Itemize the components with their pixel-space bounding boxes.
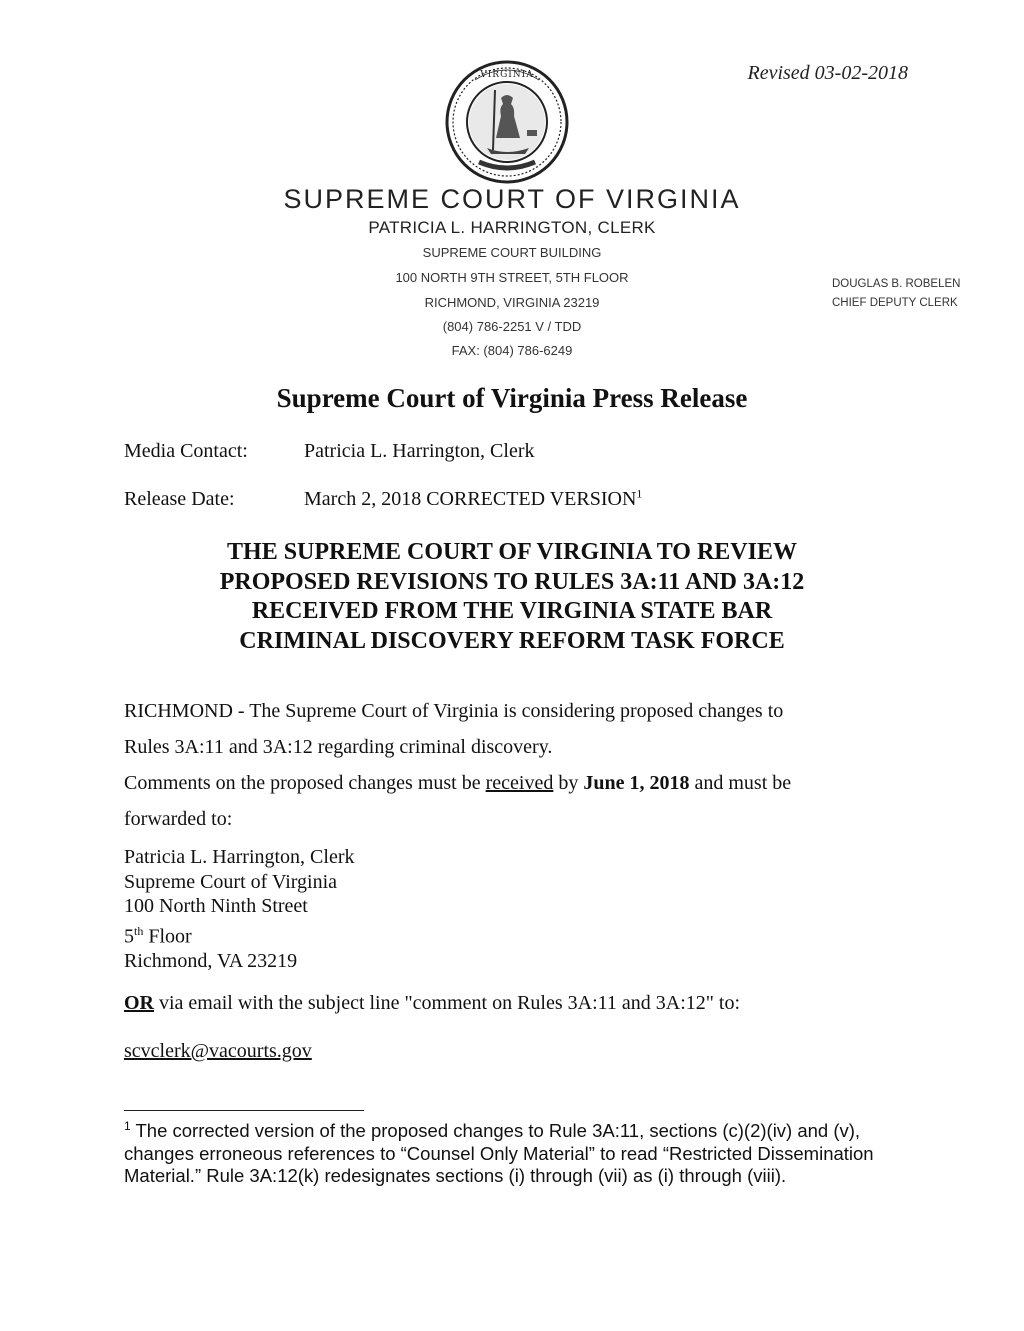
headline-line: CRIMINAL DISCOVERY REFORM TASK FORCE	[239, 627, 785, 654]
release-date-value	[304, 488, 642, 511]
received-emphasis: received	[485, 772, 554, 794]
floor-number: 5	[124, 925, 134, 948]
seal-lettering: VIRGINIA	[480, 70, 534, 80]
address-name: Patricia L. Harrington, Clerk	[124, 846, 355, 868]
or-emphasis: OR	[124, 992, 154, 1014]
address-city: Richmond, VA 23219	[124, 949, 298, 972]
media-contact-value: Patricia L. Harrington, Clerk	[304, 440, 535, 462]
clerk-name: PATRICIA L. HARRINGTON, CLERK	[368, 218, 656, 237]
address-street: 100 North Ninth Street	[124, 895, 308, 917]
footnote	[124, 1120, 884, 1188]
footnote-text: The corrected version of the proposed changes to Rule 3A:11, sections (c)(2)(iv) and (v), changes erroneous references to “Counsel Only Material” to read “Restricted Dissemination Material.” Rule 3A:12(k) redesignates sections (i) through (vii) as (i) through (viii).	[124, 1120, 874, 1186]
footnote-number: 1	[124, 1118, 131, 1133]
address-line: 100 NORTH 9TH STREET, 5TH FLOOR	[395, 270, 629, 285]
address-line: RICHMOND, VIRGINIA 23219	[424, 295, 600, 310]
release-date-text: March 2, 2018 CORRECTED VERSION	[304, 488, 637, 510]
email-link[interactable]: scvclerk@vacourts.gov	[124, 1040, 312, 1062]
phone-line: (804) 786-2251 V / TDD	[442, 319, 582, 334]
press-release-title: Supreme Court of Virginia Press Release	[276, 383, 748, 413]
revision-date: Revised 03-02-2018	[747, 62, 908, 84]
fax-line: FAX: (804) 786-6249	[451, 343, 573, 358]
headline-line: PROPOSED REVISIONS TO RULES 3A:11 AND 3A:12	[219, 568, 805, 595]
text-run: Comments on the proposed changes must be	[124, 772, 486, 794]
floor-suffix: th	[134, 923, 144, 938]
headline-line: RECEIVED FROM THE VIRGINIA STATE BAR	[251, 598, 773, 624]
text-run: and must be	[689, 772, 792, 794]
deputy-clerk-name: DOUGLAS B. ROBELEN	[832, 278, 961, 290]
mailing-address	[124, 845, 355, 973]
address-org: Supreme Court of Virginia	[124, 870, 338, 893]
virginia-seal-icon	[443, 58, 571, 186]
deputy-clerk-title: CHIEF DEPUTY CLERK	[832, 297, 958, 309]
text-run: via email with the subject line "comment on Rules 3A:11 and 3A:12" to:	[154, 992, 741, 1014]
body-paragraph-line: forwarded to:	[124, 808, 233, 830]
body-paragraph-line: RICHMOND - The Supreme Court of Virginia is considering proposed changes to	[124, 700, 784, 722]
comments-deadline-line	[124, 772, 791, 795]
release-date-label: Release Date:	[124, 488, 235, 510]
floor-word: Floor	[143, 925, 192, 948]
court-name: SUPREME COURT OF VIRGINIA	[283, 184, 741, 214]
deadline-date: June 1, 2018	[583, 772, 690, 794]
email-instruction	[124, 992, 740, 1015]
headline	[0, 538, 1024, 656]
headline-line: THE SUPREME COURT OF VIRGINIA TO REVIEW	[227, 539, 797, 565]
footnote-marker: 1	[636, 486, 643, 501]
address-line: SUPREME COURT BUILDING	[422, 245, 602, 260]
media-contact-label: Media Contact:	[124, 440, 248, 462]
body-paragraph-line: Rules 3A:11 and 3A:12 regarding criminal discovery.	[124, 736, 553, 758]
text-run: by	[553, 772, 584, 794]
address-floor	[124, 919, 355, 949]
footnote-divider	[124, 1110, 364, 1111]
